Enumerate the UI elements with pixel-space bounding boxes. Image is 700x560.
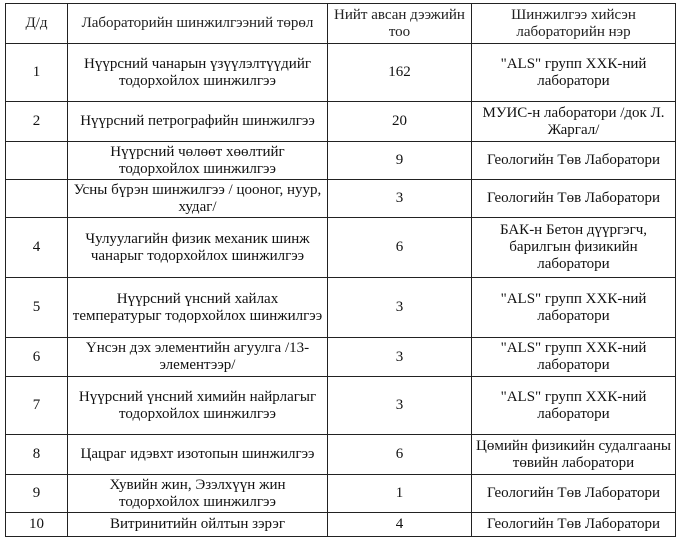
sample-count: 1: [328, 475, 472, 513]
lab-analysis-table-wrapper: [5, 3, 676, 537]
lab-analysis-table: [5, 3, 676, 537]
laboratory-name: "ALS" групп ХХК-ний лаборатори: [472, 377, 676, 435]
sample-count: 6: [328, 435, 472, 475]
header-laboratory: Шинжилгээ хийсэн лабораторийн нэр: [472, 4, 676, 44]
header-row: [6, 4, 676, 44]
sample-count: 162: [328, 44, 472, 102]
row-number: [6, 180, 68, 218]
laboratory-name: "ALS" групп ХХК-ний лаборатори: [472, 278, 676, 338]
analysis-type: Нүүрсний чанарын үзүүлэлтүүдийг тодорхойлох шинжилгээ: [68, 44, 328, 102]
header-number: Д/д: [6, 4, 68, 44]
analysis-type: Чулуулагийн физик механик шинж чанарыг тодорхойлох шинжилгээ: [68, 218, 328, 278]
row-number: 9: [6, 475, 68, 513]
row-number: 2: [6, 102, 68, 142]
analysis-type: Цацраг идэвхт изотопын шинжилгээ: [68, 435, 328, 475]
table-row: [6, 44, 676, 102]
laboratory-name: Цөмийн физикийн судалгааны төвийн лаборатори: [472, 435, 676, 475]
table-row: [6, 377, 676, 435]
header-sample-count: Нийт авсан дээжийн тоо: [328, 4, 472, 44]
analysis-type: Усны бүрэн шинжилгээ / цооног, нуур, худаг/: [68, 180, 328, 218]
analysis-type: Витринитийн ойлтын зэрэг: [68, 513, 328, 537]
sample-count: 6: [328, 218, 472, 278]
analysis-type: Үнсэн дэх элементийн агуулга /13-элементээр/: [68, 338, 328, 377]
table-row: [6, 278, 676, 338]
analysis-type: Нүүрсний петрографийн шинжилгээ: [68, 102, 328, 142]
laboratory-name: Геологийн Төв Лаборатори: [472, 180, 676, 218]
row-number: 4: [6, 218, 68, 278]
laboratory-name: Геологийн Төв Лаборатори: [472, 475, 676, 513]
sample-count: 9: [328, 142, 472, 180]
row-number: 1: [6, 44, 68, 102]
row-number: 7: [6, 377, 68, 435]
row-number: 8: [6, 435, 68, 475]
analysis-type: Нүүрсний үнсний хайлах температурыг тодорхойлох шинжилгээ: [68, 278, 328, 338]
table-row: [6, 218, 676, 278]
laboratory-name: БАК-н Бетон дүүргэгч, барилгын физикийн лаборатори: [472, 218, 676, 278]
sample-count: 4: [328, 513, 472, 537]
laboratory-name: Геологийн Төв Лаборатори: [472, 513, 676, 537]
laboratory-name: "ALS" групп ХХК-ний лаборатори: [472, 338, 676, 377]
row-number: 5: [6, 278, 68, 338]
table-row: [6, 338, 676, 377]
table-row: [6, 102, 676, 142]
analysis-type: Нүүрсний үнсний химийн найрлагыг тодорхойлох шинжилгээ: [68, 377, 328, 435]
analysis-type: Нүүрсний чөлөөт хөөлтийг тодорхойлох шинжилгээ: [68, 142, 328, 180]
table-row: [6, 180, 676, 218]
laboratory-name: МУИС-н лаборатори /док Л. Жаргал/: [472, 102, 676, 142]
sample-count: 3: [328, 377, 472, 435]
table-row: [6, 142, 676, 180]
sample-count: 3: [328, 180, 472, 218]
header-analysis-type: Лабораторийн шинжилгээний төрөл: [68, 4, 328, 44]
row-number: 10: [6, 513, 68, 537]
table-row: [6, 475, 676, 513]
row-number: [6, 142, 68, 180]
table-row: [6, 513, 676, 537]
sample-count: 20: [328, 102, 472, 142]
table-row: [6, 435, 676, 475]
laboratory-name: "ALS" групп ХХК-ний лаборатори: [472, 44, 676, 102]
row-number: 6: [6, 338, 68, 377]
analysis-type: Хувийн жин, Эзэлхүүн жин тодорхойлох шинжилгээ: [68, 475, 328, 513]
laboratory-name: Геологийн Төв Лаборатори: [472, 142, 676, 180]
sample-count: 3: [328, 338, 472, 377]
sample-count: 3: [328, 278, 472, 338]
